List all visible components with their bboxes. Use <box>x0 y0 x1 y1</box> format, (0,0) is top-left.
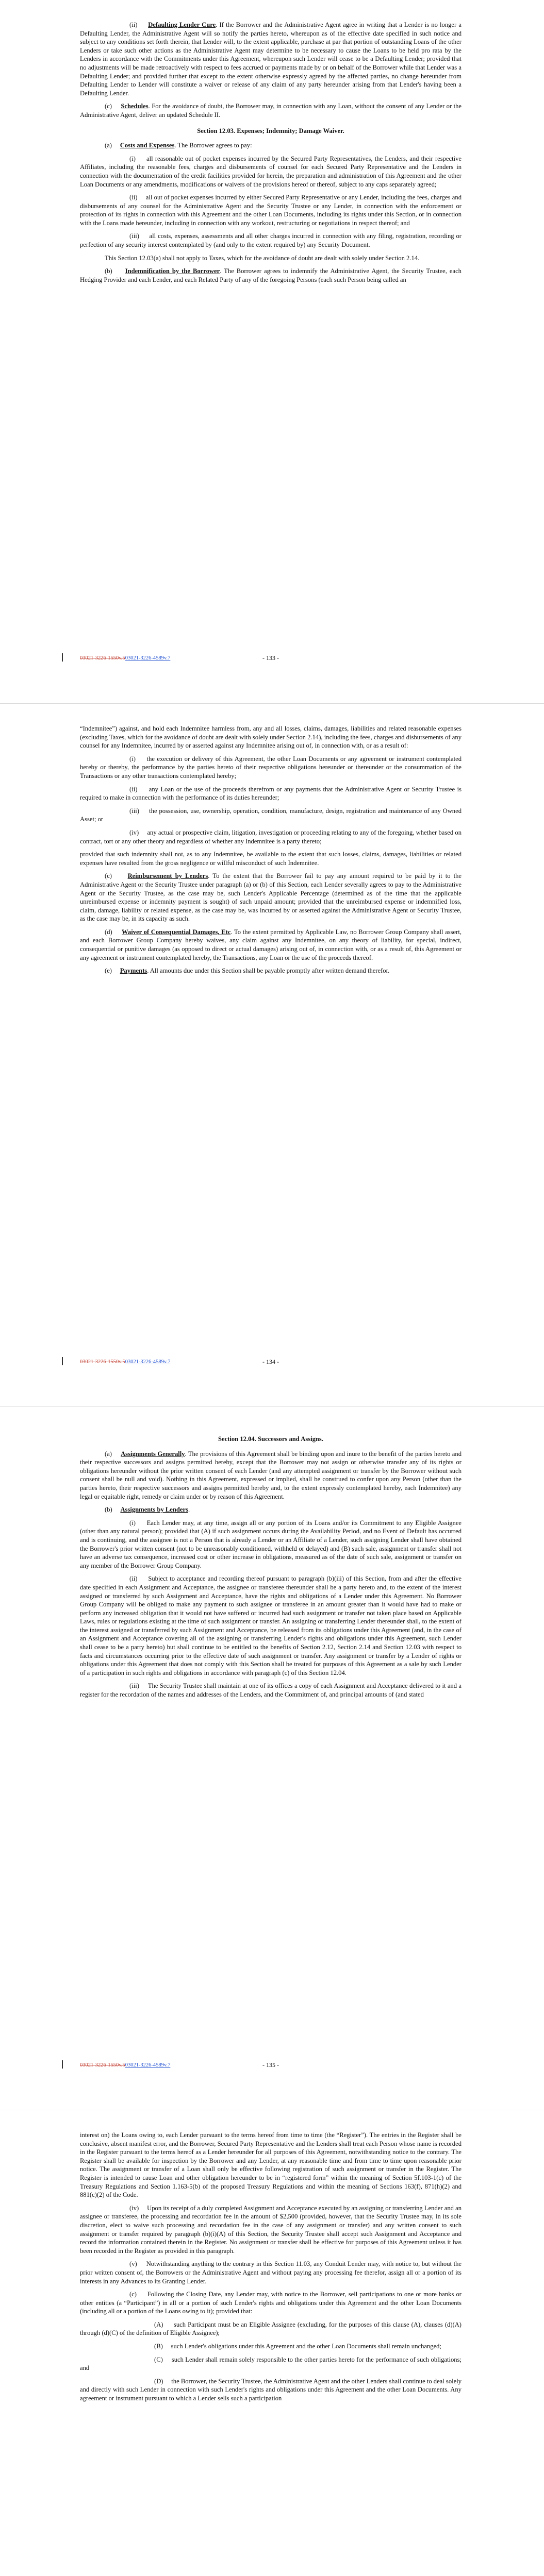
inserted-doc-id: 03021-3226-4589v.7 <box>125 1359 171 1365</box>
clause-number: (iv) <box>129 828 139 836</box>
deleted-doc-id: 03021-3226-1550v.5 <box>80 1359 125 1365</box>
clause-number: (a) <box>105 142 112 149</box>
clause-number: (c) <box>105 103 112 110</box>
clause-title: Costs and Expenses <box>120 142 175 149</box>
page-136 <box>0 2110 544 2576</box>
paragraph <box>80 828 461 845</box>
clause-text: . To the extent that the Borrower fail to pay any amount required to be paid by it to the Administrative Agent or the Security Trustee under paragraph (a) or (b) of this Section, each Lender severally agrees to pay to the Administrative Agent or the Security Trustee, as the case may be, such Lender's Applicable Percentage (determined as of the time that the applicable unreimbursed expense or indemnity payment is sought) of such unpaid amount; provided that the unreimbursed expense or indemnified loss, claim, damage, liability or related expense, as the case may be, was incurred by or asserted against the Administrative Agent or Security Trustee, as the case may be, in its capacity as such. <box>80 872 461 923</box>
paragraph <box>80 232 461 249</box>
clause-number: (i) <box>129 1519 136 1527</box>
paragraph <box>80 2320 461 2337</box>
page-number: - 134 - <box>262 1358 279 1365</box>
inserted-doc-id: 03021-3226-4589v.7 <box>125 2062 171 2068</box>
clause-text: “Indemnitee”) against, and hold each Indemnitee harmless from, any and all losses, claims, damages, liabilities and related reasonable expenses (excluding Taxes, which for the avoidance of doubt are dealt with solely under Section 2.14), including the fees, charges and disbursements of any counsel for any Indemnitee, incurred by or asserted against any Indemnitee arising out of, in connection with, or as a result of: <box>80 725 461 750</box>
clause-text: interest on) the Loans owing to, each Lender pursuant to the terms hereof from time to time (the “Register”). The entries in the Register shall be conclusive, absent manifest error, and the Borrower, Secured Party Representative and the Lenders shall treat each Person whose name is recorded in the Register pursuant to the terms hereof as a Lender hereunder for all purposes of this Agreement, notwithstanding notice to the contrary. The Register shall be available for inspection by the Borrower and any Lender, at any reasonable time and from time to time upon reasonable prior notice. The assignment or transfer of a Loan shall only be effective following registration of such assignment or transfer in the Register. The Register is intended to cause Loan and other obligation hereunder to be in “registered form” within the meaning of Section 5f.103-1(c) of the Treasury Regulations and Section 1.163-5(b) of the proposed Treasury Regulations and within the meaning of Sections 163(f), 871(h)(2) and 881(c)(2) of the Code. <box>80 2131 461 2199</box>
clause-number: (v) <box>129 2260 137 2268</box>
page-body <box>80 1428 461 1704</box>
clause-number: (A) <box>154 2320 163 2328</box>
page-number: - 135 - <box>262 2061 279 2069</box>
page-133 <box>0 0 544 703</box>
clause-number: (i) <box>129 755 136 762</box>
paragraph <box>80 850 461 867</box>
clause-text: the execution or delivery of this Agreement, the other Loan Documents or any agreement or instrument contemplated hereby or thereby, the performance by the parties hereto of their respective obligations hereunder or thereunder or the consummation of the Transactions or any other transactions contemplated hereby; <box>80 755 461 779</box>
clause-text: . For the avoidance of doubt, the Borrower may, in connection with any Loan, without the consent of any Lender or the Administrative Agent, deliver an updated Schedule II. <box>80 103 461 118</box>
clause-text: The Security Trustee shall maintain at one of its offices a copy of each Assignment and Acceptance delivered to it and a register for the recordation of the names and addresses of the Lenders, and the Commitment of, and principal amounts of (and stated <box>80 1682 461 1699</box>
clause-number: (e) <box>105 967 112 975</box>
clause-title: Defaulting Lender Cure <box>148 21 216 28</box>
clause-number: (ii) <box>129 1575 138 1583</box>
clause-number: (ii) <box>129 785 138 793</box>
paragraph <box>80 1574 461 1677</box>
section-heading: Section 12.04. Successors and Assigns. <box>218 1435 323 1443</box>
clause-title: Waiver of Consequential Damages, Etc <box>122 928 231 936</box>
paragraph <box>80 141 461 150</box>
doc-id <box>80 2062 170 2068</box>
paragraph <box>80 2204 461 2256</box>
change-bar <box>62 2060 63 2069</box>
change-bar <box>62 653 63 662</box>
doc-id <box>80 655 170 661</box>
clause-number: (iv) <box>129 2204 139 2212</box>
paragraph <box>80 872 461 923</box>
clause-text: . <box>188 1506 190 1514</box>
clause-number: (iii) <box>129 807 139 815</box>
clause-number: (C) <box>154 2355 163 2363</box>
clause-text: Notwithstanding anything to the contrary in this Section 11.03, any Conduit Lender may, with notice to, but without the prior written consent of, the Borrowers or the Administrative Agent and without paying any processing fee therefor, assign all or a portion of its interests in any Advances to its Granting Lender. <box>80 2260 461 2285</box>
page-body <box>80 724 461 980</box>
clause-text: the Borrower, the Security Trustee, the Administrative Agent and the other Lenders shall continue to deal solely and directly with such Lender in connection with such Lender's rights and obligations under this Agreement and the other Loan Documents. Any agreement or instrument pursuant to which a Lender sells such a participation <box>80 2377 462 2402</box>
clause-text: all reasonable out of pocket expenses incurred by the Secured Party Representatives, the Lenders, and their respective Affiliates, including the reasonable fees, charges and disbursements of counsel for each Secured Party Representative and the Lenders in connection with the documentation of the credit facilities provided for herein, the preparation and administration of this Agreement and the other Loan Documents or any amendments, modifications or waivers of the provisions hereof or thereof, subject to any caps separately agreed; <box>80 155 461 188</box>
clause-text: any Loan or the use of the proceeds therefrom or any payments that the Administrative Agent or Security Trustee is required to make in connection with the performance of its duties hereunder; <box>80 785 461 802</box>
section-heading: Section 12.03. Expenses; Indemnity; Damage Waiver. <box>197 127 344 134</box>
clause-text: such Lender shall remain solely responsible to the other parties hereto for the performance of such obligations; and <box>80 2355 461 2372</box>
doc-id <box>80 1359 170 1365</box>
clause-text: . If the Borrower and the Administrative Agent agree in writing that a Lender is no longer a Defaulting Lender, the Administrative Agent will so notify the parties hereto, whereupon as of the effective date specified in such notice and subject to any conditions set forth therein, that Lender will, to the extent applicable, purchase at par that portion of outstanding Loans of the other Lenders or take such other actions as the Administrative Agent may determine to be necessary to cause the Loans to be held pro rata by the Lenders in accordance with the Commitments under this Agreement, whereupon such Lender will cease to be a Defaulting Lender; provided that no adjustments will be made retroactively with respect to fees accrued or payments made by or on behalf of the Borrower while that Lender was a Defaulting Lender; and provided further that except to the extent otherwise expressly agreed by the affected parties, no change hereunder from Defaulting Lender to Lender will constitute a waiver or release of any claim of any party hereunder arising from that Lender's having been a Defaulting Lender. <box>80 21 461 97</box>
clause-text: . To the extent permitted by Applicable Law, no Borrower Group Company shall assert, and each Borrower Group Company hereby waives, any claim against any Indemnitee, on any theory of liability, for special, indirect, consequential or punitive damages (as opposed to direct or actual damages) arising out of, in connection with, or as a result of, this Agreement or any agreement or instrument contemplated hereby, the Transactions, any Loan or the use of the proceeds thereof. <box>80 928 461 961</box>
clause-number: (d) <box>105 928 112 936</box>
paragraph <box>80 2355 461 2372</box>
clause-number: (ii) <box>129 194 138 201</box>
clause-number: (c) <box>105 872 112 880</box>
paragraph <box>80 785 461 802</box>
clause-text: all costs, expenses, assessments and all other charges incurred in connection with any filing, registration, recording or perfection of any security interest contemplated by (and only to the extent required by) any Security Document. <box>80 232 461 249</box>
clause-number: (D) <box>154 2377 163 2385</box>
clause-text: all out of pocket expenses incurred by either Secured Party Representative or any Lender, including the fees, charges and disbursements of any counsel for the Administrative Agent and the Security Trustee or any Lender, in connection with the enforcement or protection of its rights in connection with this Agreement and the other Loan Documents, including its rights under this Section, or in connection with the Loans made hereunder, including in connection with any workout, restructuring or negotiations in respect thereof; and <box>80 194 461 227</box>
paragraph <box>80 1450 461 1501</box>
page-number: - 133 - <box>262 654 279 662</box>
page-body <box>80 21 461 289</box>
paragraph <box>80 267 461 284</box>
deleted-doc-id: 03021-3226-1550v.5 <box>80 2062 125 2068</box>
clause-text: Each Lender may, at any time, assign all or any portion of its Loans and/or its Commitment to any Eligible Assignee (other than any natural person); provided that (A) if such assignment occurs during the Availability Period, and no Event of Default has occurred and is continuing, and the assignee is not a Person that is already a Lender or an Affiliate of a Lender, such assigning Lender shall have obtained the Borrower's prior written consent (not to be unreasonably conditioned, withheld or delayed) and (B) such sale, assignment or transfer shall not have an adverse tax consequence, increased cost or other increase in obligations, measured as of the date of such sale, assignment or transfer on any member of the Borrower Group Company. <box>80 1519 461 1569</box>
paragraph <box>80 755 461 781</box>
clause-number: (iii) <box>129 1682 139 1690</box>
paragraph <box>80 1519 461 1570</box>
paragraph <box>80 102 461 119</box>
clause-text: . The provisions of this Agreement shall be binding upon and inure to the benefit of the parties hereto and their respective successors and assigns permitted hereby, except that the Borrower may not assign or otherwise transfer any of its rights or obligations hereunder without the prior written consent of each Lender (and any attempted assignment or transfer by the Borrower without such consent shall be null and void). Nothing in this Agreement, expressed or implied, shall be construed to confer upon any Person (other than the parties hereto, their respective successors and assigns permitted hereby and, to the extent expressly contemplated hereby, each Indemnitee) any legal or equitable right, remedy or claim under or by reason of this Agreement. <box>80 1450 461 1500</box>
clause-text: such Lender's obligations under this Agreement and the other Loan Documents shall remain unchanged; <box>171 2343 441 2350</box>
paragraph <box>80 1682 461 1699</box>
clause-title: Payments <box>120 967 147 975</box>
paragraph <box>80 928 461 962</box>
clause-number: (b) <box>105 1506 112 1514</box>
clause-title: Assignments Generally <box>121 1450 185 1458</box>
paragraph <box>80 193 461 227</box>
clause-number: (B) <box>154 2343 163 2350</box>
clause-number: (ii) <box>129 21 138 28</box>
clause-number: (i) <box>129 155 136 162</box>
clause-text: provided that such indemnity shall not, as to any Indemnitee, be available to the extent that such losses, claims, damages, liabilities or related expenses have resulted from the gross negligence or willful misconduct of such Indemnitee. <box>80 851 461 867</box>
paragraph <box>80 967 461 975</box>
paragraph <box>80 155 461 189</box>
clause-text: . The Borrower agrees to indemnify the Administrative Agent, the Security Trustee, each Hedging Provider and each Lender, and each Related Party of any of the foregoing Persons (each such Person being called an <box>80 267 461 283</box>
paragraph <box>80 2131 461 2199</box>
clause-text: Subject to acceptance and recording thereof pursuant to paragraph (b)(iii) of this Section, from and after the effective date specified in each Assignment and Acceptance, the assignee or transferee thereunder shall be a party hereto and, to the extent of the interest assigned or transferred by such Assignment and Acceptance, have the rights and obligations of a Lender under this Agreement. No Borrower Group Company will be obliged to make any payment to such assignee or transferee in an amount greater than it would have had to make or perform any increased obligation that it would not have suffered or incurred had such assignment or transfer not taken place based on Applicable Laws, rules or regulations existing at the time of such assignment or transfer. An assigning or transferring Lender thereunder shall, to the extent of the interest assigned or transferred by such Assignment and Acceptance, be released from its obligations under this Agreement (and, in the case of an Assignment and Acceptance covering all of the assigning or transferring Lender's rights and obligations under this Agreement, such Lender shall cease to be a party hereto) but shall continue to be entitled to the benefits of Section 2.12, Section 2.14 and Section 12.03 with respect to facts and circumstances occurring prior to the effective date of such assignment or transfer. Any assignment or transfer by a Lender of rights or obligations under this Agreement that does not comply with this Section shall be treated for purposes of this Agreement as a sale by such Lender of a participation in such rights and obligations in accordance with paragraph (c) of this Section 12.04. <box>80 1575 461 1676</box>
paragraph <box>80 724 461 750</box>
clause-number: (c) <box>129 2291 137 2298</box>
paragraph <box>80 1505 461 1514</box>
clause-title: Assignments by Lenders <box>120 1506 188 1514</box>
change-bar <box>62 1357 63 1365</box>
paragraph <box>80 2290 461 2316</box>
page-135 <box>0 1406 544 2110</box>
clause-number: (a) <box>105 1450 112 1458</box>
clause-text: the possession, use, ownership, operation, condition, manufacture, design, registration and maintenance of any Owned Asset; or <box>80 807 461 823</box>
deleted-doc-id: 03021-3226-1550v.5 <box>80 655 125 661</box>
clause-number: (iii) <box>129 232 139 240</box>
clause-number: (b) <box>105 267 112 275</box>
clause-text: any actual or prospective claim, litigation, investigation or proceeding relating to any of the foregoing, whether based on contract, tort or any other theory and regardless of whether any Indemnitee is a party thereto; <box>80 828 462 845</box>
clause-title: Indemnification by the Borrower <box>125 267 220 275</box>
paragraph <box>80 21 461 97</box>
paragraph <box>80 254 461 263</box>
paragraph <box>80 2260 461 2285</box>
page-body <box>80 2131 461 2408</box>
clause-text: such Participant must be an Eligible Assignee (excluding, for the purposes of this clause (A), clauses (d)(A) through (d)(C) of the definition of Eligible Assignee); <box>80 2320 461 2337</box>
clause-text: Upon its receipt of a duly completed Assignment and Acceptance executed by an assigning or transferring Lender and an assignee or transferee, the processing and recordation fee in the amount of $2,500 (provided, however, that the Security Trustee may, in its sole discretion, elect to waive such processing and recordation fee in the case of any assignment or transfer) and any written consent to such assignment or transfer required by paragraph (b)(i)(A) of this Section, the Security Trustee shall accept such Assignment and Acceptance and record the information contained therein in the Register. No assignment or transfer shall be effective for purposes of this Agreement unless it has been recorded in the Register as provided in this paragraph. <box>80 2204 461 2255</box>
clause-text: This Section 12.03(a) shall not apply to Taxes, which for the avoidance of doubt are dealt with solely under Section 2.14. <box>105 254 420 262</box>
clause-title: Reimbursement by Lenders <box>127 872 208 880</box>
paragraph <box>80 2377 461 2403</box>
clause-text: . The Borrower agrees to pay: <box>174 142 252 149</box>
page-134 <box>0 703 544 1407</box>
clause-title: Schedules <box>121 103 149 110</box>
clause-text: Following the Closing Date, any Lender may, with notice to the Borrower, sell participations to one or more banks or other entities (a “Participant”) in all or a portion of such Lender's rights and obligations under this Agreement and the other Loan Documents (including all or a portion of the Loans owing to it); provided that: <box>80 2291 461 2315</box>
inserted-doc-id: 03021-3226-4589v.7 <box>125 655 171 661</box>
paragraph <box>80 807 461 824</box>
clause-text: . All amounts due under this Section shall be payable promptly after written demand therefor. <box>147 967 390 975</box>
paragraph <box>80 2342 461 2351</box>
